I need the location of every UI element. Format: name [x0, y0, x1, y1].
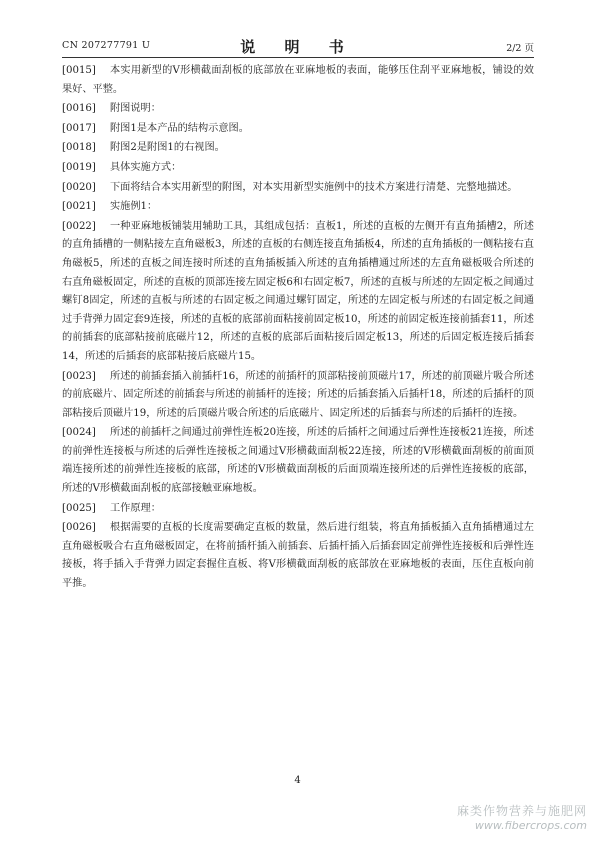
- paragraph-text: 附图1是本产品的结构示意图。: [110, 122, 249, 134]
- paragraph-number: [0021]: [62, 201, 96, 213]
- paragraph-0015: [62, 62, 534, 99]
- paragraph-text: 所述的前插套插入前插杆16，所述的前插杆的顶部粘接前顶磁片17，所述的前顶磁片吸合所述的前底磁片、固定所述的前插套与所述的前插杆的连接；所述的后插套插入后插杆18，所述的后插杆的顶部粘接后顶磁片19，所述的后顶磁片吸合所述的后底磁片、固定所述的后插套与所述的后插杆的连接。: [62, 370, 534, 419]
- paragraph-number: [0019]: [62, 161, 96, 173]
- paragraph-text: 具体实施方式：: [110, 161, 182, 173]
- watermark-site-name: 麻类作物营养与施肥网: [456, 804, 587, 818]
- paragraph-0019: [62, 159, 534, 178]
- paragraph-text: 附图说明：: [110, 103, 161, 115]
- paragraph-0025: [62, 500, 534, 519]
- paragraph-number: [0016]: [62, 103, 96, 115]
- document-body: [62, 62, 534, 595]
- page-info: 2/2 页: [506, 43, 534, 54]
- patent-number: CN 207277791 U: [62, 40, 151, 51]
- paragraph-text: 一种亚麻地板铺装用辅助工具，其组成包括：直板1，所述的直板的左侧开有直角插槽2，所述的直角插槽的一侧粘接左直角磁板3，所述的直板的右侧连接直角插板4，所述的直角插板的一侧粘接右直角磁板5，所述的直板之间连接时所述的直角插板插入所述的直角插槽通过所述的左直角磁板吸合所述的右直角磁板固定，所述的直板的顶部连接左固定板6和右固定板7，所述的直板与所述的左固定板之间通过螺钉8固定，所述的直板与所述的右固定板之间通过螺钉固定，所述的左固定板与所述的右固定板之间通过手背弹力固定套9连接，所述的直板的底部前面粘接前固定板10，所述的前固定板连接前插套11，所述的前插套的底部粘接前底磁片12，所述的直板的底部后面粘接后固定板13，所述的后固定板连接后插套14，所述的后插套的底部粘接后底磁片15。: [62, 220, 534, 362]
- paragraph-text: 实施例1：: [110, 201, 158, 213]
- watermark-url: www.fibercrops.com: [474, 819, 587, 832]
- paragraph-number: [0015]: [62, 65, 96, 76]
- site-watermark: [457, 802, 587, 832]
- paragraph-0022: [62, 218, 534, 367]
- paragraph-0016: [62, 100, 534, 119]
- paragraph-text: 本实用新型的V形横截面刮板的底部放在亚麻地板的表面，能够压住刮平亚麻地板，铺设的效果好、平整。: [62, 65, 534, 95]
- paragraph-0021: [62, 198, 534, 217]
- paragraph-number: [0025]: [62, 502, 96, 514]
- paragraph-0023: [62, 368, 534, 424]
- page-number: 4: [294, 775, 301, 786]
- paragraph-number: [0018]: [62, 142, 96, 154]
- paragraph-0026: [62, 519, 534, 593]
- document-title: 说 明 书: [240, 38, 356, 56]
- paragraph-0017: [62, 120, 534, 139]
- paragraph-number: [0020]: [62, 181, 96, 193]
- paragraph-number: [0024]: [62, 427, 96, 439]
- paragraph-number: [0017]: [62, 122, 96, 134]
- paragraph-0024: [62, 424, 534, 498]
- page-header: [62, 36, 534, 54]
- paragraph-number: [0026]: [62, 522, 96, 534]
- paragraph-text: 工作原理：: [110, 502, 161, 514]
- paragraph-0018: [62, 139, 534, 158]
- paragraph-text: 所述的前插杆之间通过前弹性连板20连接，所述的后插杆之间通过后弹性连接板21连接，所述的前弹性连接板与所述的后弹性连接板之间通过V形横截面刮板22连接，所述的V形横截面刮板的前面顶端连接所述的前弹性连接板的底部，所述的V形横截面刮板的后面顶端连接所述的后弹性连接板的底部，所述的V形横截面刮板的底部接触亚麻地板。: [62, 427, 534, 495]
- paragraph-text: 下面将结合本实用新型的附图，对本实用新型实施例中的技术方案进行清楚、完整地描述。: [110, 181, 518, 193]
- header-divider: [62, 57, 534, 58]
- paragraph-0020: [62, 179, 534, 198]
- paragraph-text: 根据需要的直板的长度需要确定直板的数量，然后进行组装，将直角插板插入直角插槽通过左直角磁板吸合右直角磁板固定，在将前插杆插入前插套、后插杆插入后插套固定前弹性连接板和后弹性连接板，将手插入手背弹力固定套握住直板、将V形横截面刮板的底部放在亚麻地板的表面，压住直板向前平推。: [62, 522, 534, 590]
- paragraph-number: [0022]: [62, 220, 96, 232]
- paragraph-text: 附图2是附图1的右视图。: [110, 142, 225, 154]
- paragraph-number: [0023]: [62, 370, 96, 382]
